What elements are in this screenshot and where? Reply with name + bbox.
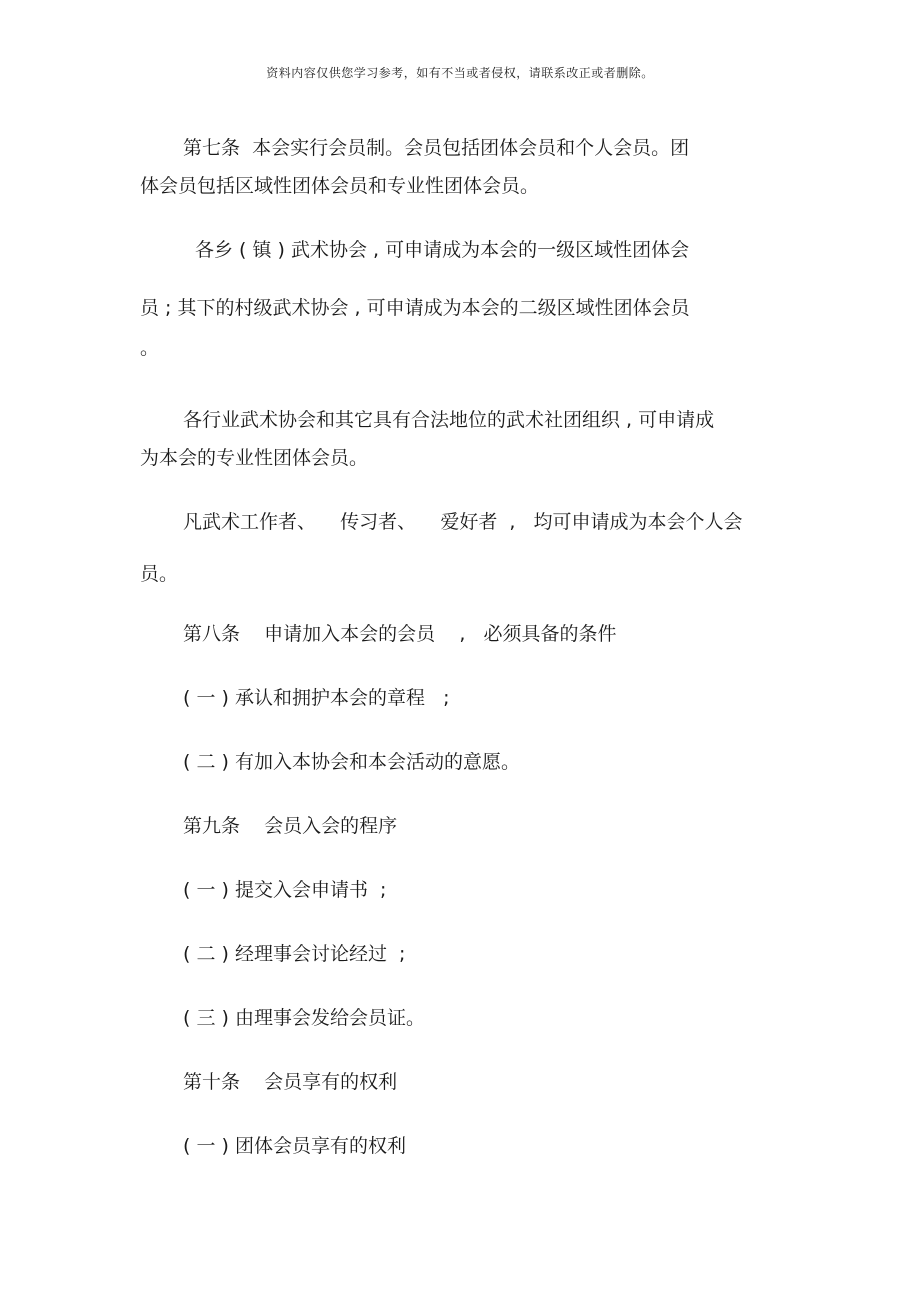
header-disclaimer: 资料内容仅供您学习参考，如有不当或者侵权，请联系改正或者删除。 xyxy=(266,66,654,80)
article7-line2: 体会员包括区域性团体会员和专业性团体会员。 xyxy=(140,175,540,197)
article10-item1: ( 一 ) 团体会员享有的权利 xyxy=(183,1135,406,1157)
article7-para2-line1: 各乡 ( 镇 ) 武术协会 , 可申请成为本会的一级区域性团体会 xyxy=(195,239,690,261)
article7-para2-line2: 员 ; 其下的村级武术协会 , 可申请成为本会的二级区域性团体会员 xyxy=(140,297,690,319)
article7-para3-line2: 为本会的专业性团体会员。 xyxy=(140,447,369,469)
article8-item1: ( 一 ) 承认和拥护本会的章程 ; xyxy=(183,687,450,709)
article9-title: 第九条 会员入会的程序 xyxy=(183,815,398,837)
article9-item2: ( 二 ) 经理事会讨论经过 ; xyxy=(183,943,406,965)
article7-para3-line1: 各行业武术协会和其它具有合法地位的武术社团组织 , 可申请成 xyxy=(183,409,715,431)
article7-para4-line2: 员。 xyxy=(140,563,179,585)
article10-title: 第十条 会员享有的权利 xyxy=(183,1071,398,1093)
article7-line1: 第七条 本会实行会员制。会员包括团体会员和个人会员。团 xyxy=(183,137,690,159)
article9-item3: ( 三 ) 由理事会发给会员证。 xyxy=(183,1007,425,1029)
article7-para2-line3: 。 xyxy=(140,337,160,359)
article7-para4-line1: 凡武术工作者、 传习者、 爱好者 , 均可申请成为本会个人会 xyxy=(183,511,743,533)
article9-item1: ( 一 ) 提交入会申请书 ; xyxy=(183,879,387,901)
article8-title: 第八条 申请加入本会的会员 , 必须具备的条件 xyxy=(183,623,617,645)
article8-item2: ( 二 ) 有加入本协会和本会活动的意愿。 xyxy=(183,751,520,773)
